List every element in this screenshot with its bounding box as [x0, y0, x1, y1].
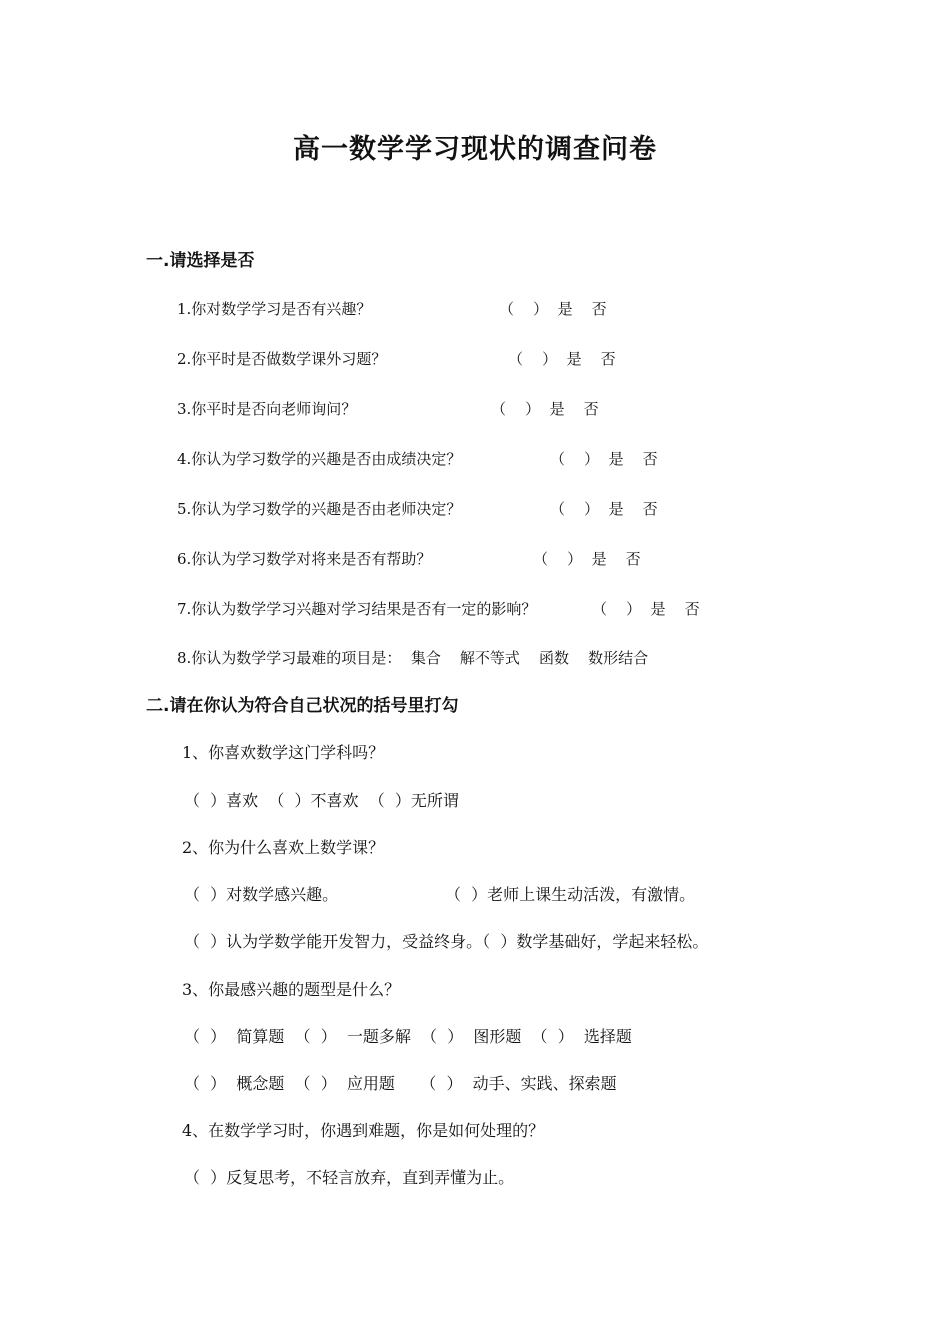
question-2: 2.你平时是否做数学课外习题？ — [177, 350, 387, 368]
question-6: 6.你认为学习数学对将来是否有帮助？ — [177, 550, 432, 568]
question-7-choice[interactable]: （ ） 是 否 — [592, 600, 700, 618]
question-7: 7.你认为数学学习兴趣对学习结果是否有一定的影响？ — [177, 600, 537, 618]
question-3: 3.你平时是否向老师询问？ — [177, 400, 357, 418]
question-5: 5.你认为学习数学的兴趣是否由老师决定？ — [177, 500, 462, 518]
question-5-choice[interactable]: （ ） 是 否 — [550, 500, 658, 518]
s2-question-3-row-1[interactable]: （ ） 简算题 （ ） 一题多解 （ ） 图形题 （ ） 选择题 — [184, 1027, 632, 1046]
question-2-choice[interactable]: （ ） 是 否 — [508, 350, 616, 368]
s2-question-1-options[interactable]: （ ）喜欢 （ ）不喜欢 （ ）无所谓 — [184, 791, 459, 810]
section-1-heading: 一.请选择是否 — [146, 251, 255, 271]
question-3-choice[interactable]: （ ） 是 否 — [491, 400, 599, 418]
question-1-choice[interactable]: （ ） 是 否 — [499, 300, 607, 318]
section-2-heading: 二.请在你认为符合自己状况的括号里打勾 — [146, 696, 459, 716]
s2-question-4-option-a[interactable]: （ ）反复思考，不轻言放弃，直到弄懂为止。 — [184, 1168, 515, 1187]
question-4-choice[interactable]: （ ） 是 否 — [550, 450, 658, 468]
s2-question-2: 2、你为什么喜欢上数学课？ — [182, 838, 385, 857]
s2-question-3-row-2[interactable]: （ ） 概念题 （ ） 应用题 （ ） 动手、实践、探索题 — [184, 1074, 617, 1093]
question-4: 4.你认为学习数学的兴趣是否由成绩决定？ — [177, 450, 462, 468]
question-8: 8.你认为数学学习最难的项目是： 集合 解不等式 函数 数形结合 — [177, 649, 649, 667]
s2-question-1: 1、你喜欢数学这门学科吗？ — [182, 743, 385, 762]
s2-question-3: 3、你最感兴趣的题型是什么？ — [182, 980, 401, 999]
s2-question-4: 4、在数学学习时，你遇到难题，你是如何处理的？ — [182, 1121, 545, 1140]
s2-question-2-option-c[interactable]: （ ）认为学数学能开发智力，受益终身。（ ）数学基础好，学起来轻松。 — [184, 932, 709, 951]
s2-question-2-option-b[interactable]: （ ）老师上课生动活泼，有激情。 — [445, 885, 696, 904]
question-1: 1.你对数学学习是否有兴趣？ — [177, 300, 372, 318]
page-title: 高一数学学习现状的调查问卷 — [293, 134, 657, 165]
s2-question-2-option-a[interactable]: （ ）对数学感兴趣。 — [184, 885, 339, 904]
question-6-choice[interactable]: （ ） 是 否 — [533, 550, 641, 568]
